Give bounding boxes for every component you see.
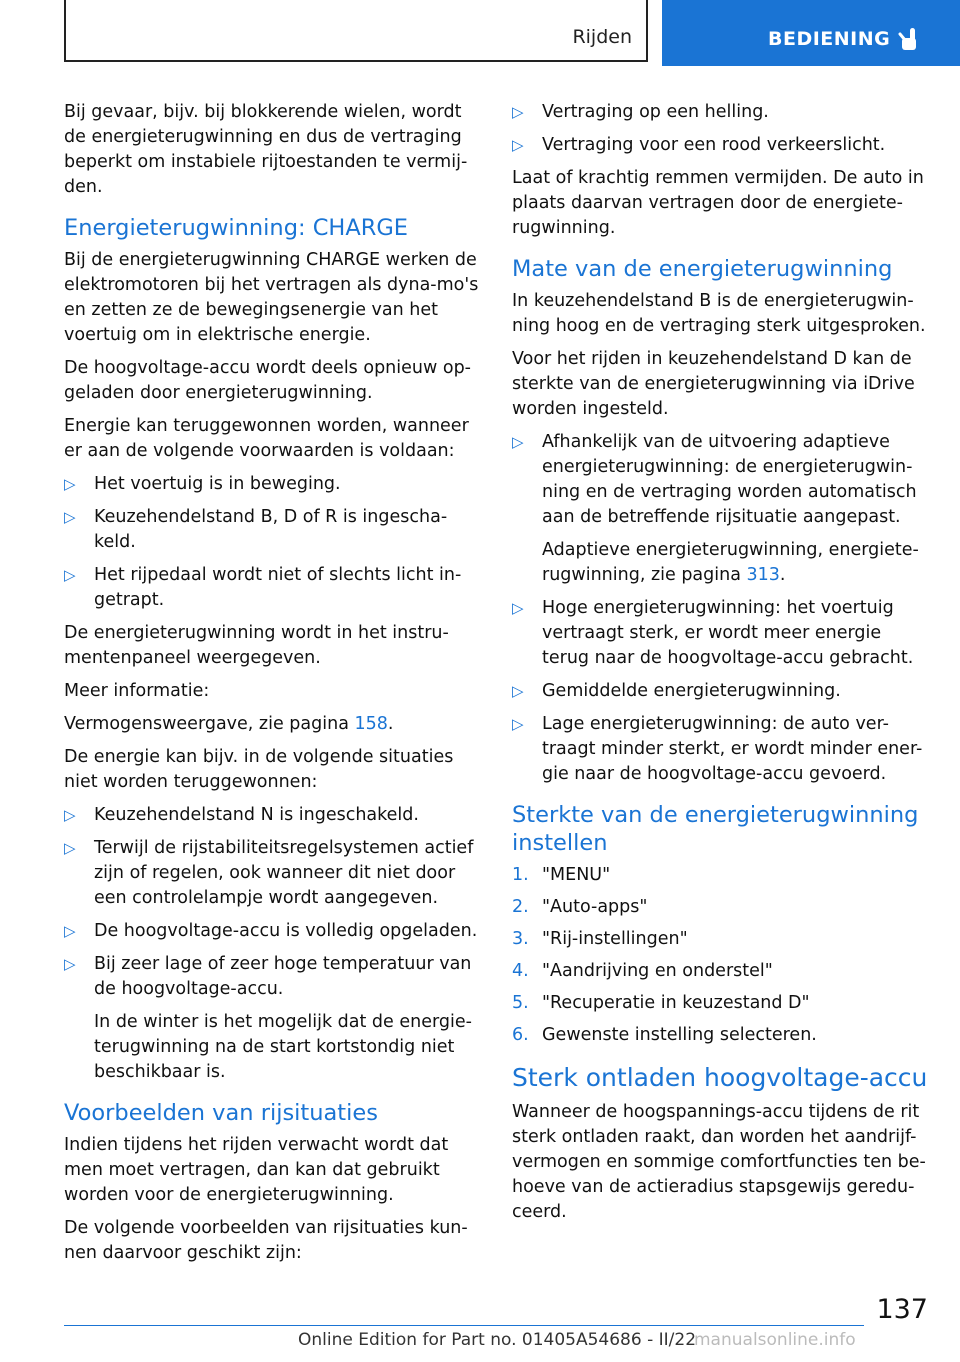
triangle-bullet-icon: ▷ [512,682,524,700]
step-item: 1. "MENU" [512,865,611,885]
heading-sterkte: Sterkte van de energieterugwinning instellen [512,802,919,856]
triangle-bullet-icon: ▷ [64,955,76,973]
heading-mate: Mate van de energieterugwinning [512,256,893,282]
paragraph: Wanneer de hoogspannings-accu tijdens de rit sterk ontladen raakt, dan worden het aandrijf-vermogen en sommige comfortfuncties ten be-hoeve van de actieradius stapsgewijs geredu-ceerd. [512,1102,926,1222]
triangle-bullet-icon: ▷ [64,806,76,824]
triangle-bullet-icon: ▷ [512,715,524,733]
list-item: ▷ Het rijpedaal wordt niet of slechts licht in-getrapt. [64,565,462,610]
heading-voorbeelden: Voorbeelden van rijsituaties [64,1100,378,1126]
triangle-bullet-icon: ▷ [512,433,524,451]
intro-paragraph: Bij gevaar, bijv. bij blokkerende wielen, wordt de energieterugwinning en dus de vertraging beperkt om instabiele rijtoestanden te vermij-den. [64,102,468,197]
paragraph: Meer informatie: [64,681,210,701]
list-item: ▷ Bij zeer lage of zeer hoge temperatuur van de hoogvoltage-accu. [64,954,472,999]
list-item: ▷ Lage energieterugwinning: de auto ver-traagt minder sterkt, er wordt minder ener-gie naar de hoogvoltage-accu gevoerd. [512,714,923,784]
list-item: ▷ De hoogvoltage-accu is volledig opgeladen. [64,919,482,944]
step-item: 3. "Rij-instellingen" [512,929,688,949]
triangle-bullet-icon: ▷ [64,922,76,940]
paragraph: Bij de energieterugwinning CHARGE werken de elektromotoren bij het vertragen als dyna-mo's en zetten ze de bewegingsenergie van het voertuig om in elektrische energie. [64,250,479,345]
paragraph: De hoogvoltage-accu wordt deels opnieuw op-geladen door energieterugwinning. [64,358,471,403]
hand-pointer-icon [898,26,920,52]
paragraph: Indien tijdens het rijden verwacht wordt dat men moet vertragen, dan kan dat gebruikt worden voor de energieterugwinning. [64,1135,449,1205]
list-item: ▷ Keuzehendelstand B, D of R is ingescha-keld. [64,507,448,552]
right-column [512,100,932,1233]
paragraph-with-link: Vermogensweergave, zie pagina 158. [64,714,394,734]
header-section-box [64,0,648,62]
paragraph: De energie kan bijv. in de volgende situaties niet worden teruggewonnen: [64,747,454,792]
triangle-bullet-icon: ▷ [64,839,76,857]
header-chapter-tab [662,0,960,66]
header-section-title: Rijden [572,26,632,48]
footer-divider [64,1325,864,1326]
step-item: 6. Gewenste instelling selecteren. [512,1025,817,1045]
list-item: ▷ Terwijl de rijstabiliteitsregelsystemen actief zijn of regelen, ook wanneer dit niet door een controlelampje wordt aangegeven. [64,838,474,908]
page-number: 137 [876,1294,928,1325]
list-item: ▷ Keuzehendelstand N is ingeschakeld. [64,803,482,828]
heading-ontladen: Sterk ontladen hoogvoltage-accu [512,1063,928,1092]
list-item-note: In de winter is het mogelijk dat de energie-terugwinning na de start kortstondig niet beschikbaar is. [94,1012,472,1082]
list-item: ▷ Afhankelijk van de uitvoering adaptieve energieterugwinning: de energieterugwin-ning en de vertraging worden automatisch aan de betreffende rijsituatie aangepast. [512,432,917,527]
paragraph: Energie kan teruggewonnen worden, wanneer er aan de volgende voorwaarden is voldaan: [64,416,469,461]
list-item: ▷ Vertraging op een helling. [512,100,932,125]
paragraph: In keuzehendelstand B is de energieterugwin-ning hoog en de vertraging sterk uitgesproken. [512,291,926,336]
paragraph: Laat of krachtig remmen vermijden. De auto in plaats daarvan vertragen door de energiete-rugwinning. [512,168,924,238]
paragraph: De volgende voorbeelden van rijsituaties kun-nen daarvoor geschikt zijn: [64,1218,468,1263]
step-item: 2. "Auto-apps" [512,897,648,917]
footer-edition: Online Edition for Part no. 01405A54686 - II/22 [298,1330,697,1350]
list-item-note: Adaptieve energieterugwinning, energiete-rugwinning, zie pagina 313. [542,540,919,585]
heading-charge: Energieterugwinning: CHARGE [64,215,409,241]
list-item: ▷ Het voertuig is in beweging. [64,472,482,497]
step-item: 4. "Aandrijving en onderstel" [512,961,773,981]
triangle-bullet-icon: ▷ [512,136,524,154]
triangle-bullet-icon: ▷ [64,508,76,526]
header-chapter-title: BEDIENING [768,28,891,50]
triangle-bullet-icon: ▷ [512,103,524,121]
list-item: ▷ Gemiddelde energieterugwinning. [512,679,932,704]
triangle-bullet-icon: ▷ [512,599,524,617]
left-column [64,100,482,1274]
paragraph: Voor het rijden in keuzehendelstand D kan de sterkte van de energieterugwinning via iDrive worden ingesteld. [512,349,915,419]
triangle-bullet-icon: ▷ [64,566,76,584]
triangle-bullet-icon: ▷ [64,475,76,493]
list-item: ▷ Hoge energieterugwinning: het voertuig vertraagt sterk, er wordt meer energie terug naar de hoogvoltage-accu gebracht. [512,598,914,668]
list-item: ▷ Vertraging voor een rood verkeerslicht. [512,133,932,158]
watermark: manualsonline.info [694,1330,856,1350]
step-item: 5. "Recuperatie in keuzestand D" [512,993,810,1013]
paragraph: De energieterugwinning wordt in het instru-mentenpaneel weergegeven. [64,623,449,668]
page-link-313[interactable]: 313 [746,565,780,585]
page-link-158[interactable]: 158 [354,714,388,734]
